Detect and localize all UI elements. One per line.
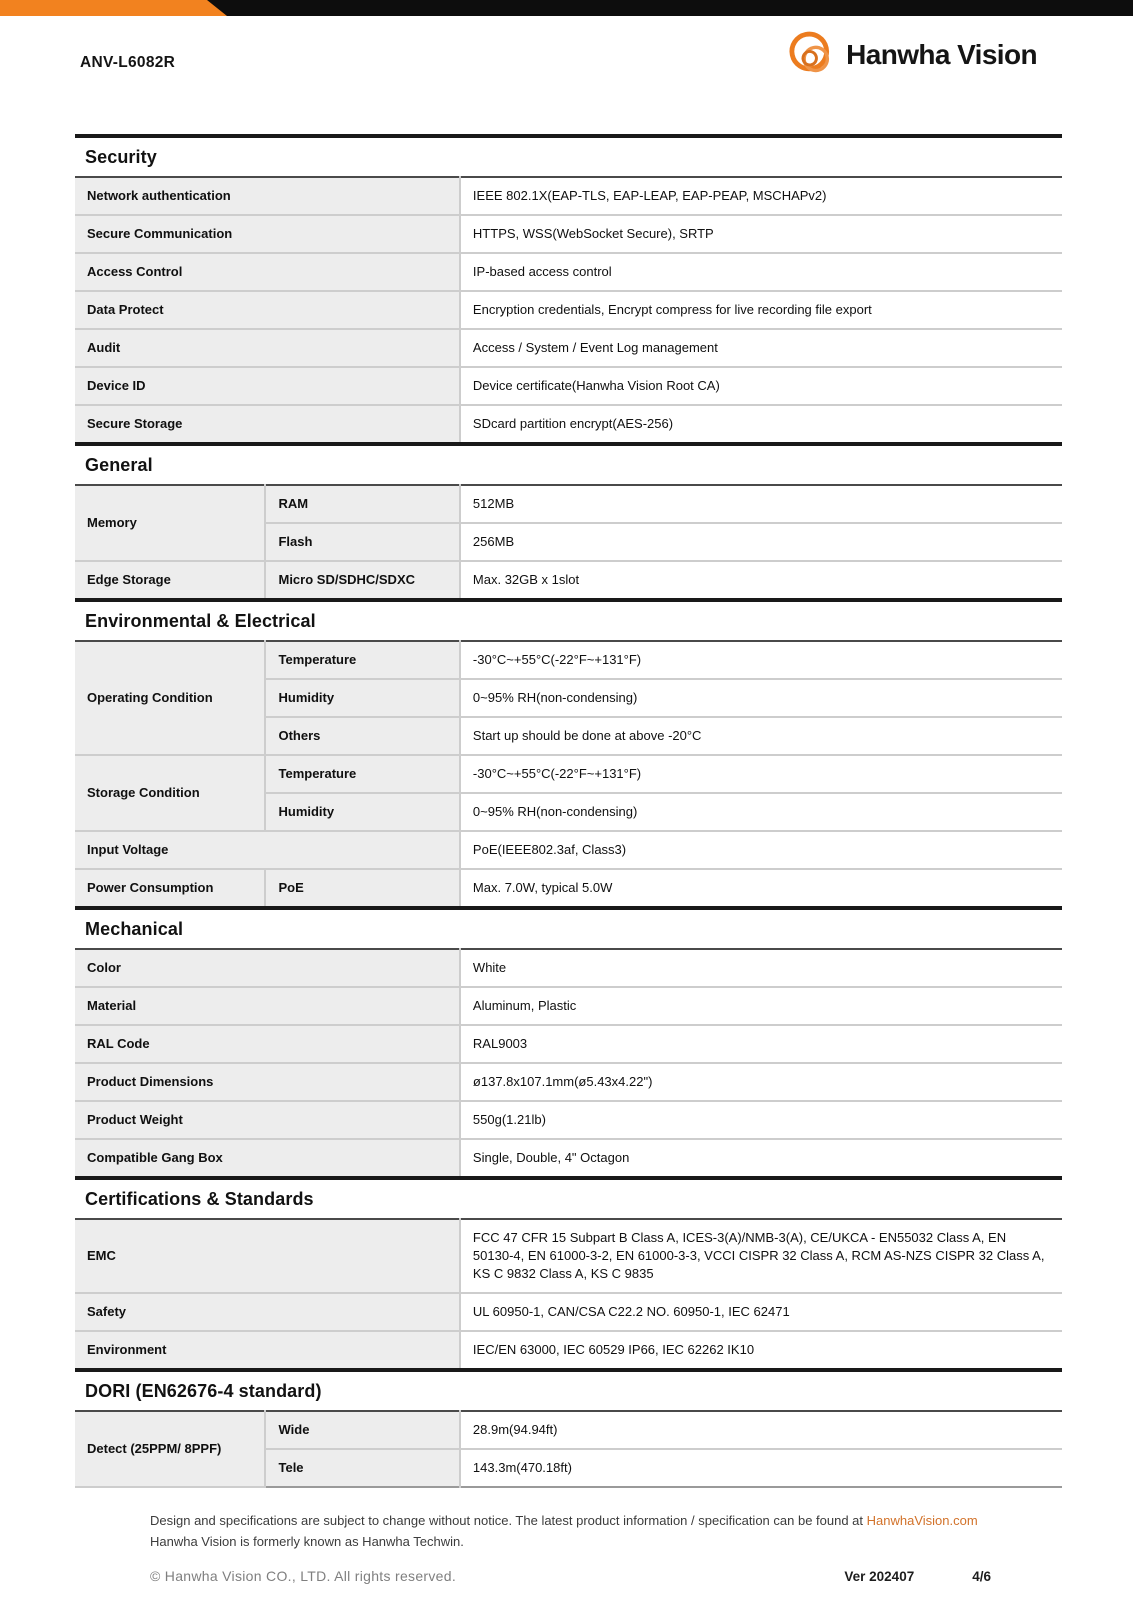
label-cell: Detect (25PPM/ 8PPF) <box>75 1411 265 1487</box>
section-title: Certifications & Standards <box>75 1176 1062 1218</box>
label-cell: Color <box>75 949 460 987</box>
label-cell: Network authentication <box>75 177 460 215</box>
table-row <box>75 561 1062 598</box>
table-row <box>75 405 1062 442</box>
value-cell: IEC/EN 63000, IEC 60529 IP66, IEC 62262 IK10 <box>460 1331 1062 1368</box>
value-cell: 143.3m(470.18ft) <box>460 1449 1062 1487</box>
value-cell: 512MB <box>460 485 1062 523</box>
label-cell: Device ID <box>75 367 460 405</box>
footnote-text: Design and specifications are subject to change without notice. The latest product information / specification can be found at <box>150 1513 867 1528</box>
table-row <box>75 869 1062 906</box>
label-cell: Audit <box>75 329 460 367</box>
value-cell: Access / System / Event Log management <box>460 329 1062 367</box>
value-cell: IEEE 802.1X(EAP-TLS, EAP-LEAP, EAP-PEAP, MSCHAPv2) <box>460 177 1062 215</box>
label-cell: Edge Storage <box>75 561 265 598</box>
label-cell: Secure Storage <box>75 405 460 442</box>
spec-table <box>75 484 1062 598</box>
label-cell: Wide <box>265 1411 459 1449</box>
label-cell: Micro SD/SDHC/SDXC <box>265 561 459 598</box>
page-number: 4/6 <box>972 1569 991 1584</box>
section-security <box>75 134 1062 442</box>
value-cell: 28.9m(94.94ft) <box>460 1411 1062 1449</box>
value-cell: SDcard partition encrypt(AES-256) <box>460 405 1062 442</box>
value-cell: White <box>460 949 1062 987</box>
table-row <box>75 485 1062 523</box>
spec-table <box>75 176 1062 442</box>
label-cell: Power Consumption <box>75 869 265 906</box>
label-cell: Product Dimensions <box>75 1063 460 1101</box>
value-cell: 0~95% RH(non-condensing) <box>460 793 1062 831</box>
section-title: Mechanical <box>75 906 1062 948</box>
label-cell: Material <box>75 987 460 1025</box>
copyright: © Hanwha Vision CO., LTD. All rights reserved. <box>150 1568 457 1584</box>
label-cell: Temperature <box>265 755 459 793</box>
table-row <box>75 177 1062 215</box>
table-row <box>75 329 1062 367</box>
table-row <box>75 367 1062 405</box>
table-row <box>75 831 1062 869</box>
section-general <box>75 442 1062 598</box>
label-cell: Humidity <box>265 793 459 831</box>
table-row <box>75 949 1062 987</box>
label-cell: RAL Code <box>75 1025 460 1063</box>
label-cell: Access Control <box>75 253 460 291</box>
value-cell: 256MB <box>460 523 1062 561</box>
footnote-line2: Hanwha Vision is formerly known as Hanwha Techwin. <box>150 1534 464 1549</box>
hanwhavision-link[interactable]: HanwhaVision.com <box>866 1513 978 1528</box>
label-cell: Data Protect <box>75 291 460 329</box>
value-cell: ø137.8x107.1mm(ø5.43x4.22") <box>460 1063 1062 1101</box>
label-cell: RAM <box>265 485 459 523</box>
spec-table <box>75 1218 1062 1368</box>
table-row <box>75 1063 1062 1101</box>
label-cell: Product Weight <box>75 1101 460 1139</box>
label-cell: Storage Condition <box>75 755 265 831</box>
table-row <box>75 1139 1062 1176</box>
label-cell: Humidity <box>265 679 459 717</box>
table-row <box>75 215 1062 253</box>
label-cell: PoE <box>265 869 459 906</box>
value-cell: 0~95% RH(non-condensing) <box>460 679 1062 717</box>
label-cell: EMC <box>75 1219 460 1293</box>
spec-table <box>75 1410 1062 1488</box>
section-mechanical <box>75 906 1062 1176</box>
version-label: Ver 202407 <box>844 1569 915 1584</box>
value-cell: -30°C~+55°C(-22°F~+131°F) <box>460 641 1062 679</box>
label-cell: Operating Condition <box>75 641 265 755</box>
label-cell: Secure Communication <box>75 215 460 253</box>
table-row <box>75 755 1062 793</box>
spec-table <box>75 948 1062 1176</box>
label-cell: Safety <box>75 1293 460 1331</box>
label-cell: Memory <box>75 485 265 561</box>
section-title: Security <box>75 134 1062 176</box>
section-title: Environmental & Electrical <box>75 598 1062 640</box>
value-cell: RAL9003 <box>460 1025 1062 1063</box>
section-environmental-electrical <box>75 598 1062 906</box>
value-cell: HTTPS, WSS(WebSocket Secure), SRTP <box>460 215 1062 253</box>
section-dori-en62676-4-standard <box>75 1368 1062 1488</box>
label-cell: Compatible Gang Box <box>75 1139 460 1176</box>
top-bar <box>0 0 1133 16</box>
table-row <box>75 1025 1062 1063</box>
section-certifications-standards <box>75 1176 1062 1368</box>
label-cell: Others <box>265 717 459 755</box>
value-cell: Start up should be done at above -20°C <box>460 717 1062 755</box>
footnote <box>150 1510 991 1552</box>
label-cell: Tele <box>265 1449 459 1487</box>
value-cell: PoE(IEEE802.3af, Class3) <box>460 831 1062 869</box>
page-header <box>0 16 1133 82</box>
spec-table <box>75 640 1062 906</box>
value-cell: Device certificate(Hanwha Vision Root CA) <box>460 367 1062 405</box>
product-model: ANV-L6082R <box>80 54 176 71</box>
orange-accent-shape <box>0 0 227 16</box>
table-row <box>75 641 1062 679</box>
table-row <box>75 1411 1062 1449</box>
value-cell: UL 60950-1, CAN/CSA C22.2 NO. 60950-1, IEC 62471 <box>460 1293 1062 1331</box>
table-row <box>75 253 1062 291</box>
label-cell: Input Voltage <box>75 831 460 869</box>
copyright-row <box>150 1568 991 1584</box>
value-cell: Single, Double, 4" Octagon <box>460 1139 1062 1176</box>
value-cell: FCC 47 CFR 15 Subpart B Class A, ICES-3(A)/NMB-3(A), CE/UKCA - EN55032 Class A, EN 50130-4, EN 61000-3-2, EN 61000-3-3, VCCI CISPR 32 Class A, RCM AS-NZS CISPR 32 Class A, KS C 9832 Class A, KS C 9835 <box>460 1219 1062 1293</box>
section-title: General <box>75 442 1062 484</box>
table-row <box>75 1293 1062 1331</box>
label-cell: Environment <box>75 1331 460 1368</box>
table-row <box>75 1219 1062 1293</box>
value-cell: Max. 7.0W, typical 5.0W <box>460 869 1062 906</box>
value-cell: -30°C~+55°C(-22°F~+131°F) <box>460 755 1062 793</box>
sections <box>75 134 1062 1488</box>
label-cell: Temperature <box>265 641 459 679</box>
value-cell: Aluminum, Plastic <box>460 987 1062 1025</box>
table-row <box>75 1331 1062 1368</box>
footer <box>150 1510 991 1584</box>
brand-logo <box>783 28 1037 82</box>
spec-content <box>75 134 1062 1584</box>
table-row <box>75 1101 1062 1139</box>
section-title: DORI (EN62676-4 standard) <box>75 1368 1062 1410</box>
table-row <box>75 291 1062 329</box>
value-cell: Max. 32GB x 1slot <box>460 561 1062 598</box>
label-cell: Flash <box>265 523 459 561</box>
value-cell: IP-based access control <box>460 253 1062 291</box>
value-cell: Encryption credentials, Encrypt compress for live recording file export <box>460 291 1062 329</box>
hanwha-rings-icon <box>783 28 839 82</box>
value-cell: 550g(1.21lb) <box>460 1101 1062 1139</box>
brand-name: Hanwha Vision <box>846 39 1037 70</box>
table-row <box>75 987 1062 1025</box>
